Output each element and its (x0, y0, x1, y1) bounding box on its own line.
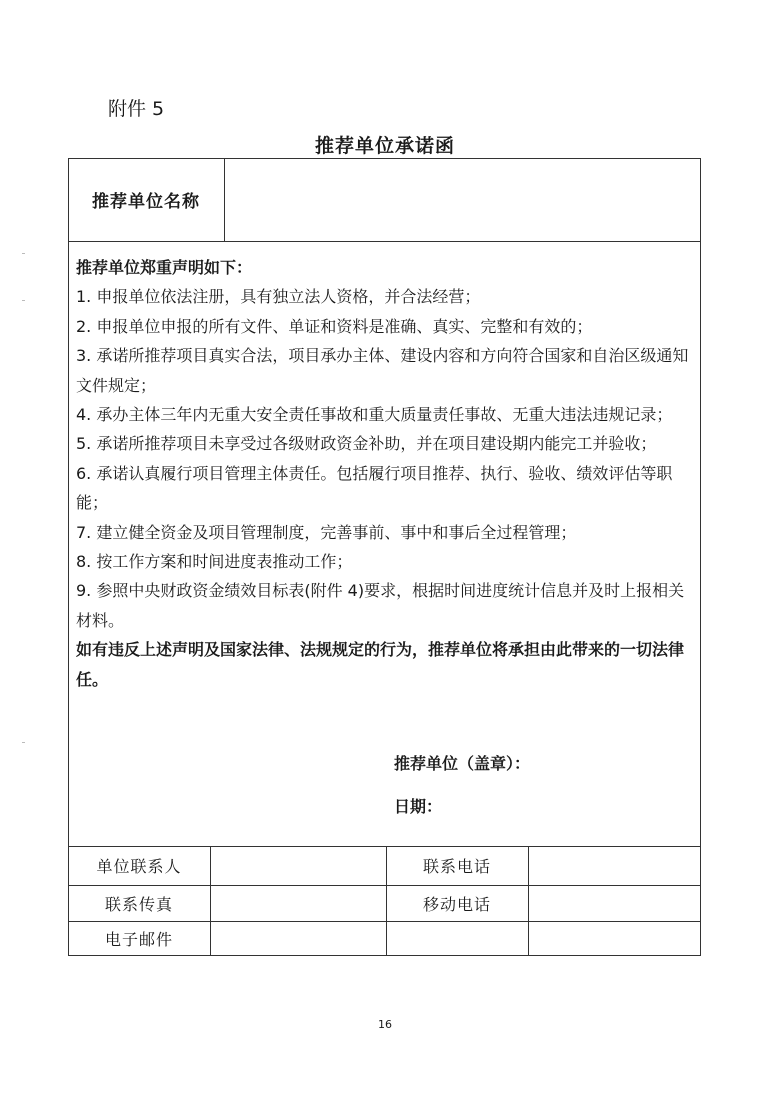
mobile-field[interactable] (529, 886, 700, 921)
fax-label: 联系传真 (104, 894, 173, 914)
attachment-label: 附件 5 (108, 98, 165, 120)
fax-field[interactable] (211, 886, 386, 921)
scan-mark (22, 742, 25, 743)
phone-label: 联系电话 (422, 857, 491, 876)
recommending-unit-name-label: 推荐单位名称 (92, 192, 200, 212)
declaration-intro: 推荐单位郑重声明如下： (76, 258, 253, 277)
email-field[interactable] (211, 922, 386, 955)
empty-cell (529, 922, 700, 955)
phone-field[interactable] (529, 847, 700, 885)
date-label: 日期： (394, 797, 443, 816)
declaration-item: 9. 参照中央财政资金绩效目标表(附件 4)要求，根据时间进度统计信息并及时上报相关材料。 (76, 581, 685, 630)
declaration-item: 3. 承诺所推荐项目真实合法，项目承办主体、建设内容和方向符合国家和自治区级通知文件规定； (76, 346, 689, 395)
declaration-closing: 如有违反上述声明及国家法律、法规规定的行为，推荐单位将承担由此带来的一切法律任。 (76, 640, 685, 689)
declaration-item: 7. 建立健全资金及项目管理制度，完善事前、事中和事后全过程管理； (76, 522, 577, 542)
page-title: 推荐单位承诺函 (314, 135, 455, 157)
seal-label: 推荐单位（盖章）： (394, 754, 531, 773)
declaration-item: 5. 承诺所推荐项目未享受过各级财政资金补助，并在项目建设期内能完工并验收； (76, 434, 657, 454)
declaration-item: 6. 承诺认真履行项目管理主体责任。包括履行项目推荐、执行、验收、绩效评估等职能； (76, 463, 673, 513)
contact-person-label: 单位联系人 (96, 857, 182, 876)
contact-person-field[interactable] (211, 847, 386, 885)
scan-mark (22, 300, 25, 301)
declaration-item: 1. 申报单位依法注册，具有独立法人资格，并合法经营； (76, 287, 481, 307)
page-number: 16 (378, 1018, 392, 1031)
scan-mark (22, 253, 25, 254)
divider-line (68, 241, 701, 242)
declaration-block (76, 253, 696, 694)
email-label: 电子邮件 (104, 930, 173, 949)
mobile-label: 移动电话 (422, 894, 491, 914)
declaration-item: 8. 按工作方案和时间进度表推动工作； (76, 552, 353, 572)
declaration-item: 4. 承办主体三年内无重大安全责任事故和重大质量责任事故、无重大违法违规记录； (76, 405, 673, 425)
recommending-unit-name-field[interactable] (225, 159, 700, 241)
empty-cell (387, 922, 528, 955)
declaration-item: 2. 申报单位申报的所有文件、单证和资料是准确、真实、完整和有效的； (76, 316, 593, 336)
